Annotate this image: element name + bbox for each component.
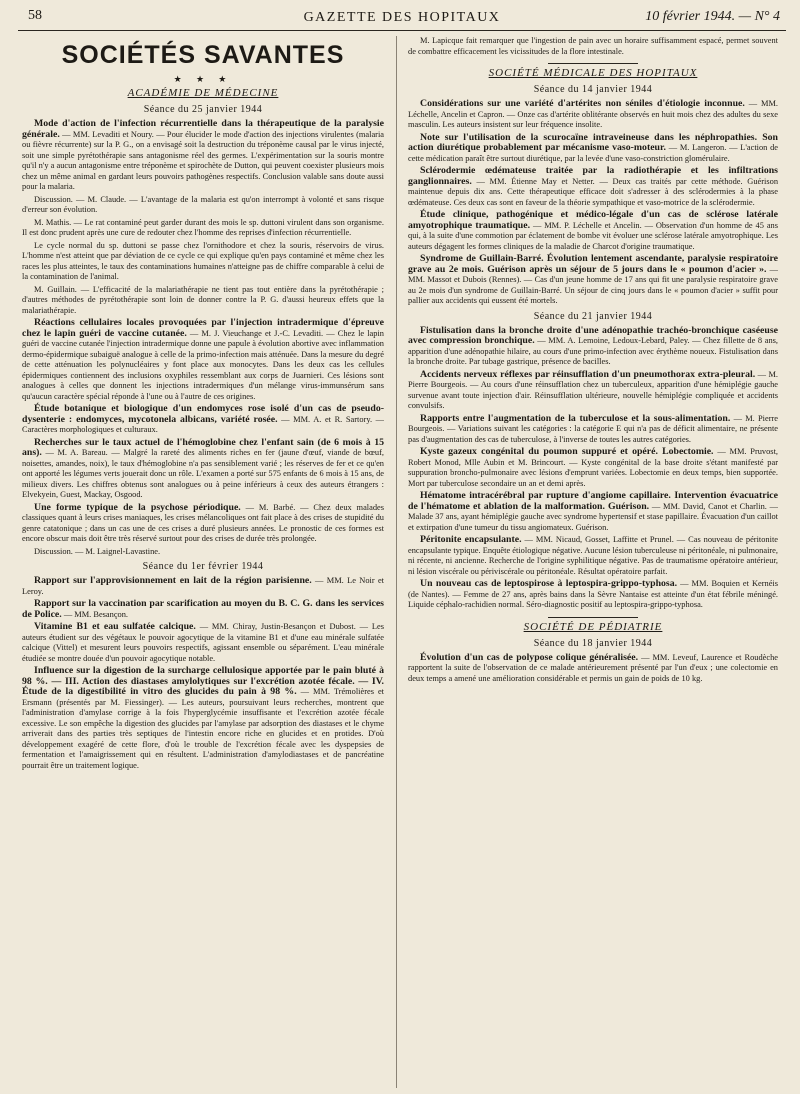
article-title: Rapport sur la vaccination par scarification au moyen du B. C. G. dans les services de Police. (22, 598, 384, 620)
society-title: SOCIÉTÉ DE PÉDIATRIE (523, 620, 663, 633)
article-text: — MM. P. Léchelle et Ancelin. — Observation d'un homme de 45 ans qui, à la suite d'une commotion par éclatement de bombe vit évoluer une sclérose latérale amyotrophique. Les auteurs dégagent les formes cliniques de la maladie de Charcot d'origine traumatique. (408, 220, 778, 251)
article-title: Rapport sur l'approvisionnement en lait de la région parisienne. (34, 575, 312, 586)
article (408, 99, 778, 131)
article-title: Une forme typique de la psychose périodique. (34, 501, 241, 513)
article-text: — M. Langeron. — L'action de cette médication paraît être surtout diurétique, par la levée d'une vaso-constriction glomérulaire. (408, 143, 778, 163)
article (408, 326, 778, 368)
article (408, 210, 778, 252)
article-text: — M. A. Bareau. — Malgré la rareté des aliments riches en fer (jaune d'œuf, viande de bœuf, noisettes, amandes, noix), le taux d'hémoglobine n'a pas sensiblement varié ; les réserves de fer et ce qu'en ont apporté les légumes verts jouerait donc un rôle. L'examen a porté sur 575 enfants de 6 mois à 15 ans, de milieux divers. Les chiffres obtenus sont analogues ou à peine inférieurs à ceux des auteurs étrangers : Elvekyein, Guest, Mackay, Osgood. (22, 448, 384, 499)
article-text: — MM. Le Noir et Leroy. (22, 576, 384, 596)
session-date: Séance du 18 janvier 1944 (533, 637, 653, 649)
article (22, 599, 384, 620)
article-text: — M. Pierre Bourgeois. — Variations suivant les catégories : la catégorie E qui n'a pas de déficit alimentaire, ne présente pas d'augmentation des cas de tuberculose, à l'inverse de toutes les autres catégories. (408, 413, 778, 444)
society-title: SOCIÉTÉ MÉDICALE DES HOPITAUX (488, 67, 698, 79)
discussion: M. Guillain. — L'efficacité de la malariathérapie ne tient pas tout entière dans la pyrétothérapie ; d'autres méthodes de pyrétothérapie sont loin de donner contre la P. G. d'aussi heureux effets que la malariathérapie. (22, 284, 384, 315)
discussion: Discussion. — M. Laignel-Lavastine. (34, 546, 161, 556)
article (408, 535, 778, 577)
article (408, 254, 778, 307)
session-date: Séance du 1er février 1944 (142, 561, 264, 572)
discussion: Le cycle normal du sp. duttoni se passe chez l'ornithodore et chez la souris, réservoirs de virus. L'homme n'est atteint que par déviation de ce cycle ce qui explique qu'en pays contaminé et même chez les races les plus atteintes, le taux des contaminations humaines n'atteigne pas de chiffre comparable à celui de la contamination de l'animal. (22, 240, 384, 281)
article-title: Étude botanique et biologique d'un endomyces rose isolé d'un cas de pseudo-dysenterie : endomyces, mycotonela albicans, variété rosée. (22, 403, 384, 425)
article-title: Vitamine B1 et eau sulfatée calcique. (34, 621, 196, 632)
article (408, 653, 778, 685)
page-header (18, 4, 786, 31)
article-title: Fistulisation dans la bronche droite d'une adénopathie trachéo-bronchique caséeuse avec compression bronchique. (408, 324, 778, 346)
article-text: — MM. Pruvost, Robert Monod, Mlle Aubin et M. Brincourt. — Kyste congénital de la base droite s'étant manifesté par suppuration broncho-pulmonaire avec lésions d'emprunt variées. Lobectomie en deux temps, bien supportée. Mort par tuberculose secondaire un an et demi après. (408, 447, 778, 488)
article-text: — MM. Nicaud, Gosset, Laffitte et Prunel. — Cas nouveau de péritonite encapsulante typique. Enquête étiologique négative. Aucune lésion tuberculeuse ni péritonéale, ni pulmonaire, ni récente, ni ancienne. Recherche de l'origine syphilitique négative. Pas de traumatisme opératoire antérieur, ni lésion viscérale ou périviscérale ou péritonéale. Résultat opératoire parfait. (408, 535, 778, 576)
article-title: Recherches sur le taux actuel de l'hémoglobine chez l'enfant sain (de 6 mois à 15 ans). (22, 436, 384, 458)
left-column (22, 36, 384, 1086)
article-title: Sclérodermie œdémateuse traitée par la radiothérapie et les infiltrations ganglionnaires. (408, 165, 778, 187)
article-text: — MM. David, Canot et Charlin. — Malade 37 ans, ayant hémiplégie gauche avec syndrome hypertensif et stase papillaire. Évacuation d'un caillot et extirpation d'une tumeur du tissu angiomateux. Guérison. (408, 501, 778, 532)
article-title: Mode d'action de l'infection récurrentielle dans la thérapeutique de la paralysie générale. (22, 118, 384, 140)
article (22, 503, 384, 545)
article-text: — MM. A. et R. Sartory. — Caractères morphologiques et culturaux. (22, 414, 384, 434)
article-title: Évolution d'un cas de polypose colique généralisée. (420, 651, 639, 663)
article (408, 370, 778, 412)
article (22, 318, 384, 402)
article-text: — MM. Léchelle, Ancelin et Capron. — Onze cas d'artérite oblitérante observés en huit mois chez des adultes du sexe masculin. Les auteurs insistent sur leur fréquence insolite. (408, 99, 778, 129)
column-divider (396, 36, 397, 1088)
article-text: — M. J. Vieuchange et J.-C. Levaditi. — Chez le lapin guéri de vaccine cutanée l'injection intradermique donne une papule à évolution abortive avec inflammation dermo-épidermique subaiguë analogue à celle de la primo-infection mais atténuée. Dans la mesure du degré de cette atténuation les polynucléaires y font place aux monocytes. Dans les deux cas les cellules épidermiques contiennent des inclusions oxyphiles ressemblant aux corps de Juarnieri. Ces lésions sont analogues à celles que donnent les injections intradermiques d'un mélange virus-immunsérum sans qu'aucun caractère spécial réponde à l'une ou à l'autre de ces origines. (22, 328, 384, 401)
discussion: Discussion. — M. Claude. — L'avantage de la malaria est qu'on interrompt à volonté et sans risque d'erreur son évolution. (22, 194, 384, 214)
article (408, 166, 778, 208)
page-number: 58 (28, 8, 42, 23)
article (22, 576, 384, 597)
article-title: Péritonite encapsulante. (420, 534, 522, 545)
article-title: Accidents nerveux réflexes par réinsufflation d'un pneumothorax extra-pleural. (420, 368, 756, 380)
article-title: Considérations sur une variété d'artérites non séniles d'étiologie inconnue. (420, 98, 745, 109)
article-title: Un nouveau cas de leptospirose à leptospira-grippo-typhosa. (420, 578, 678, 589)
article-text: — MM. A. Lemoine, Ledoux-Lebard, Paley. — Chez fillette de 8 ans, apparition d'une adénopathie hilaire, au cours d'une primo-infection avec érythème noueux. Fistulisation dans la bronche droite. Par tubage gastrique, présence de bacilles. (408, 336, 778, 366)
article (22, 622, 384, 664)
article (22, 438, 384, 501)
article-text: — MM. Levaditi et Noury. — Pour élucider le mode d'action des injections virulentes (malaria ou fièvre récurrente) sur la P. G., on a envisagé soit la destruction du tréponème causal par le virus injecté, soit une simple pyrétothérapie sans antagonisme réel des germes. L'expérimentation sur la souris montre qu'il n'y a aucun antagonisme entre tréponème et spirochète de Dutton, qui peuvent coexister plusieurs mois chez un même animal en gardant leurs pouvoirs pathogènes respectifs. Conclusion valable sans doute aussi pour la malaria. (22, 129, 384, 191)
article (408, 447, 778, 489)
society-title: ACADÉMIE DE MÉDECINE (127, 87, 279, 99)
article (408, 414, 778, 446)
article-title: Hématome intracérébral par rupture d'angiome capillaire. Intervention évacuatrice de l'hématome et ablation de la malformation. Guérison. (408, 490, 778, 512)
article-text: — MM. Trémolières et Ersmann (présentés par M. Fiessinger). — Les auteurs, poursuivant leurs recherches, montrent que l'administration d'amylase corrige à la fois l'hyperglycémie insuffisante et l'excrétion azotée fécale excessive. Le son empêche la digestion des glucides par l'amylase par adsorption des diastases et le chyme arriverait dans des parties très septiques de l'intestin encore riche en glucides et en protides. D'où développement exagéré de cette flore, d'où le trouble de l'excrétion fécale avec les dyspepsies de fermentation et l'amaigrissement qui en résultent. L'administration d'amylodiastases et de pancréatine pourrait être un traitement logique. (22, 687, 384, 770)
section-heading: SOCIÉTÉS SAVANTES (61, 41, 345, 69)
article-title: Influence sur la digestion de la surcharge cellulosique apportée par le pain bluté à 98 %. — III. Action des diastases amylolytiques sur l'excrétion azotée fécale. — IV. Étude de la digestibilité in vitro des glucides du pain à 98 %. (22, 665, 384, 697)
article-text: — MM. Chiray, Justin-Besançon et Dubost. — Les auteurs étudient sur des végétaux le pouvoir agocytique de la vitamine B1 et d'une eau minérale sulfatée calcique (Vittel) et mesurent leurs pouvoirs respectifs, agissant ensemble ou séparément. L'eau minérale étudiée se montre douée d'un pouvoir agocytique notable. (22, 622, 384, 663)
right-column (408, 36, 778, 1086)
article-title: Kyste gazeux congénital du poumon suppuré et opéré. Lobectomie. (420, 446, 714, 457)
session-date: Séance du 14 janvier 1944 (533, 84, 653, 95)
article-text: — M. Barbé. — Chez deux malades classiques quant à leurs crises maniaques, les crises mélancoliques ont fait place à des crises de stupidité du genre catatonique ; dans un cas une de ces crises a duré plusieurs années. Le pronostic de ces formes est encore obscur mais doit être très réservé surtout pour des crises de durée très prolongée. (22, 502, 384, 543)
session-date: Séance du 21 janvier 1944 (533, 310, 653, 322)
article-text: — MM. Leveuf, Laurence et Roudèche rapportent la suite de l'observation de ce malade antérieurement présenté par l'un d'eux ; une colectomie en deux temps a amené une amélioration considérable et permis un gain de poids de 10 kg. (408, 652, 778, 683)
article-title: Syndrome de Guillain-Barré. Évolution lentement ascendante, paralysie respiratoire grave au 2e mois. Guérison après un séjour de 5 jours dans le « poumon d'acier ». (408, 253, 778, 275)
article-title: Réactions cellulaires locales provoquées par l'injection intradermique d'épreuve chez le lapin guéri de vaccine cutanée. (22, 317, 384, 339)
discussion: M. Mathis. — Le rat contaminé peut garder durant des mois le sp. duttoni virulent dans son organisme. Il est donc prudent après une cure de redouter chez l'homme des reprises d'infection récurrentielle. (22, 217, 384, 237)
section-rule (548, 63, 638, 64)
session-date: Séance du 25 janvier 1944 (143, 104, 263, 115)
ornament-stars: ★ ★ ★ (173, 74, 233, 84)
article (408, 491, 778, 533)
article (408, 579, 778, 611)
article (22, 666, 384, 771)
article (22, 119, 384, 193)
article-text: — MM. Besançon. (63, 609, 129, 619)
article-text: — M. Pierre Bourgeois. — Au cours d'une réinsufflation chez un tuberculeux, apparition d'une hémiplégie gauche survenue avant toute injection d'air. Réinsufflation ultérieure, nouvelle hémiplégie compliquée et accidents convulsifs. (408, 369, 778, 410)
issue-date: 10 février 1944. — N° 4 (645, 9, 780, 24)
article-continuation: M. Lapicque fait remarquer que l'ingestion de pain avec un horaire suffisamment espacé, permet souvent de combattre efficacement les vicissitudes de la flore intestinale. (408, 36, 778, 56)
article (408, 133, 778, 165)
article-title: Rapports entre l'augmentation de la tuberculose et la sous-alimentation. (420, 412, 731, 424)
article-title: Étude clinique, pathogénique et médico-légale d'un cas de sclérose latérale amyotrophique traumatique. (408, 209, 778, 231)
article-title: Note sur l'utilisation de la scurocaïne intraveineuse dans les néphropathies. Son action diurétique probablement par mécanisme vaso-moteur. (408, 131, 778, 153)
article-text: — MM. Massot et Dubois (Rennes). — Cas d'un jeune homme de 17 ans qui fit une paralysie respiratoire grave au 2e mois d'un syndrome de Guillain-Barré. Un séjour de cinq jours dans le « poumon d'acier » suffit pour pallier aux accidents qui eussent été mortels. (408, 264, 778, 305)
article-text: — MM. Étienne May et Netter. — Deux cas traités par cette méthode. Guérison maintenue depuis dix ans. Cette thérapeutique efficace doit s'adresser à des sclérodermies à la phase œdémateuse. Ces deux cas sont en faveur de la théorie sympathique et vaso-motrice de la sclérodermie. (408, 176, 778, 207)
article (22, 404, 384, 436)
article-text: — MM. Boquien et Kernéis (de Nantes). — Femme de 27 ans, après bains dans la Sèvre Nantaise est atteinte d'un état fébrile méningé. Liquide céphalo-rachidien normal. Séro-diagnostic positif au leptospira-grippo-typhosa. (408, 579, 778, 609)
journal-title: GAZETTE DES HOPITAUX (303, 10, 501, 25)
section-rule (548, 617, 638, 618)
